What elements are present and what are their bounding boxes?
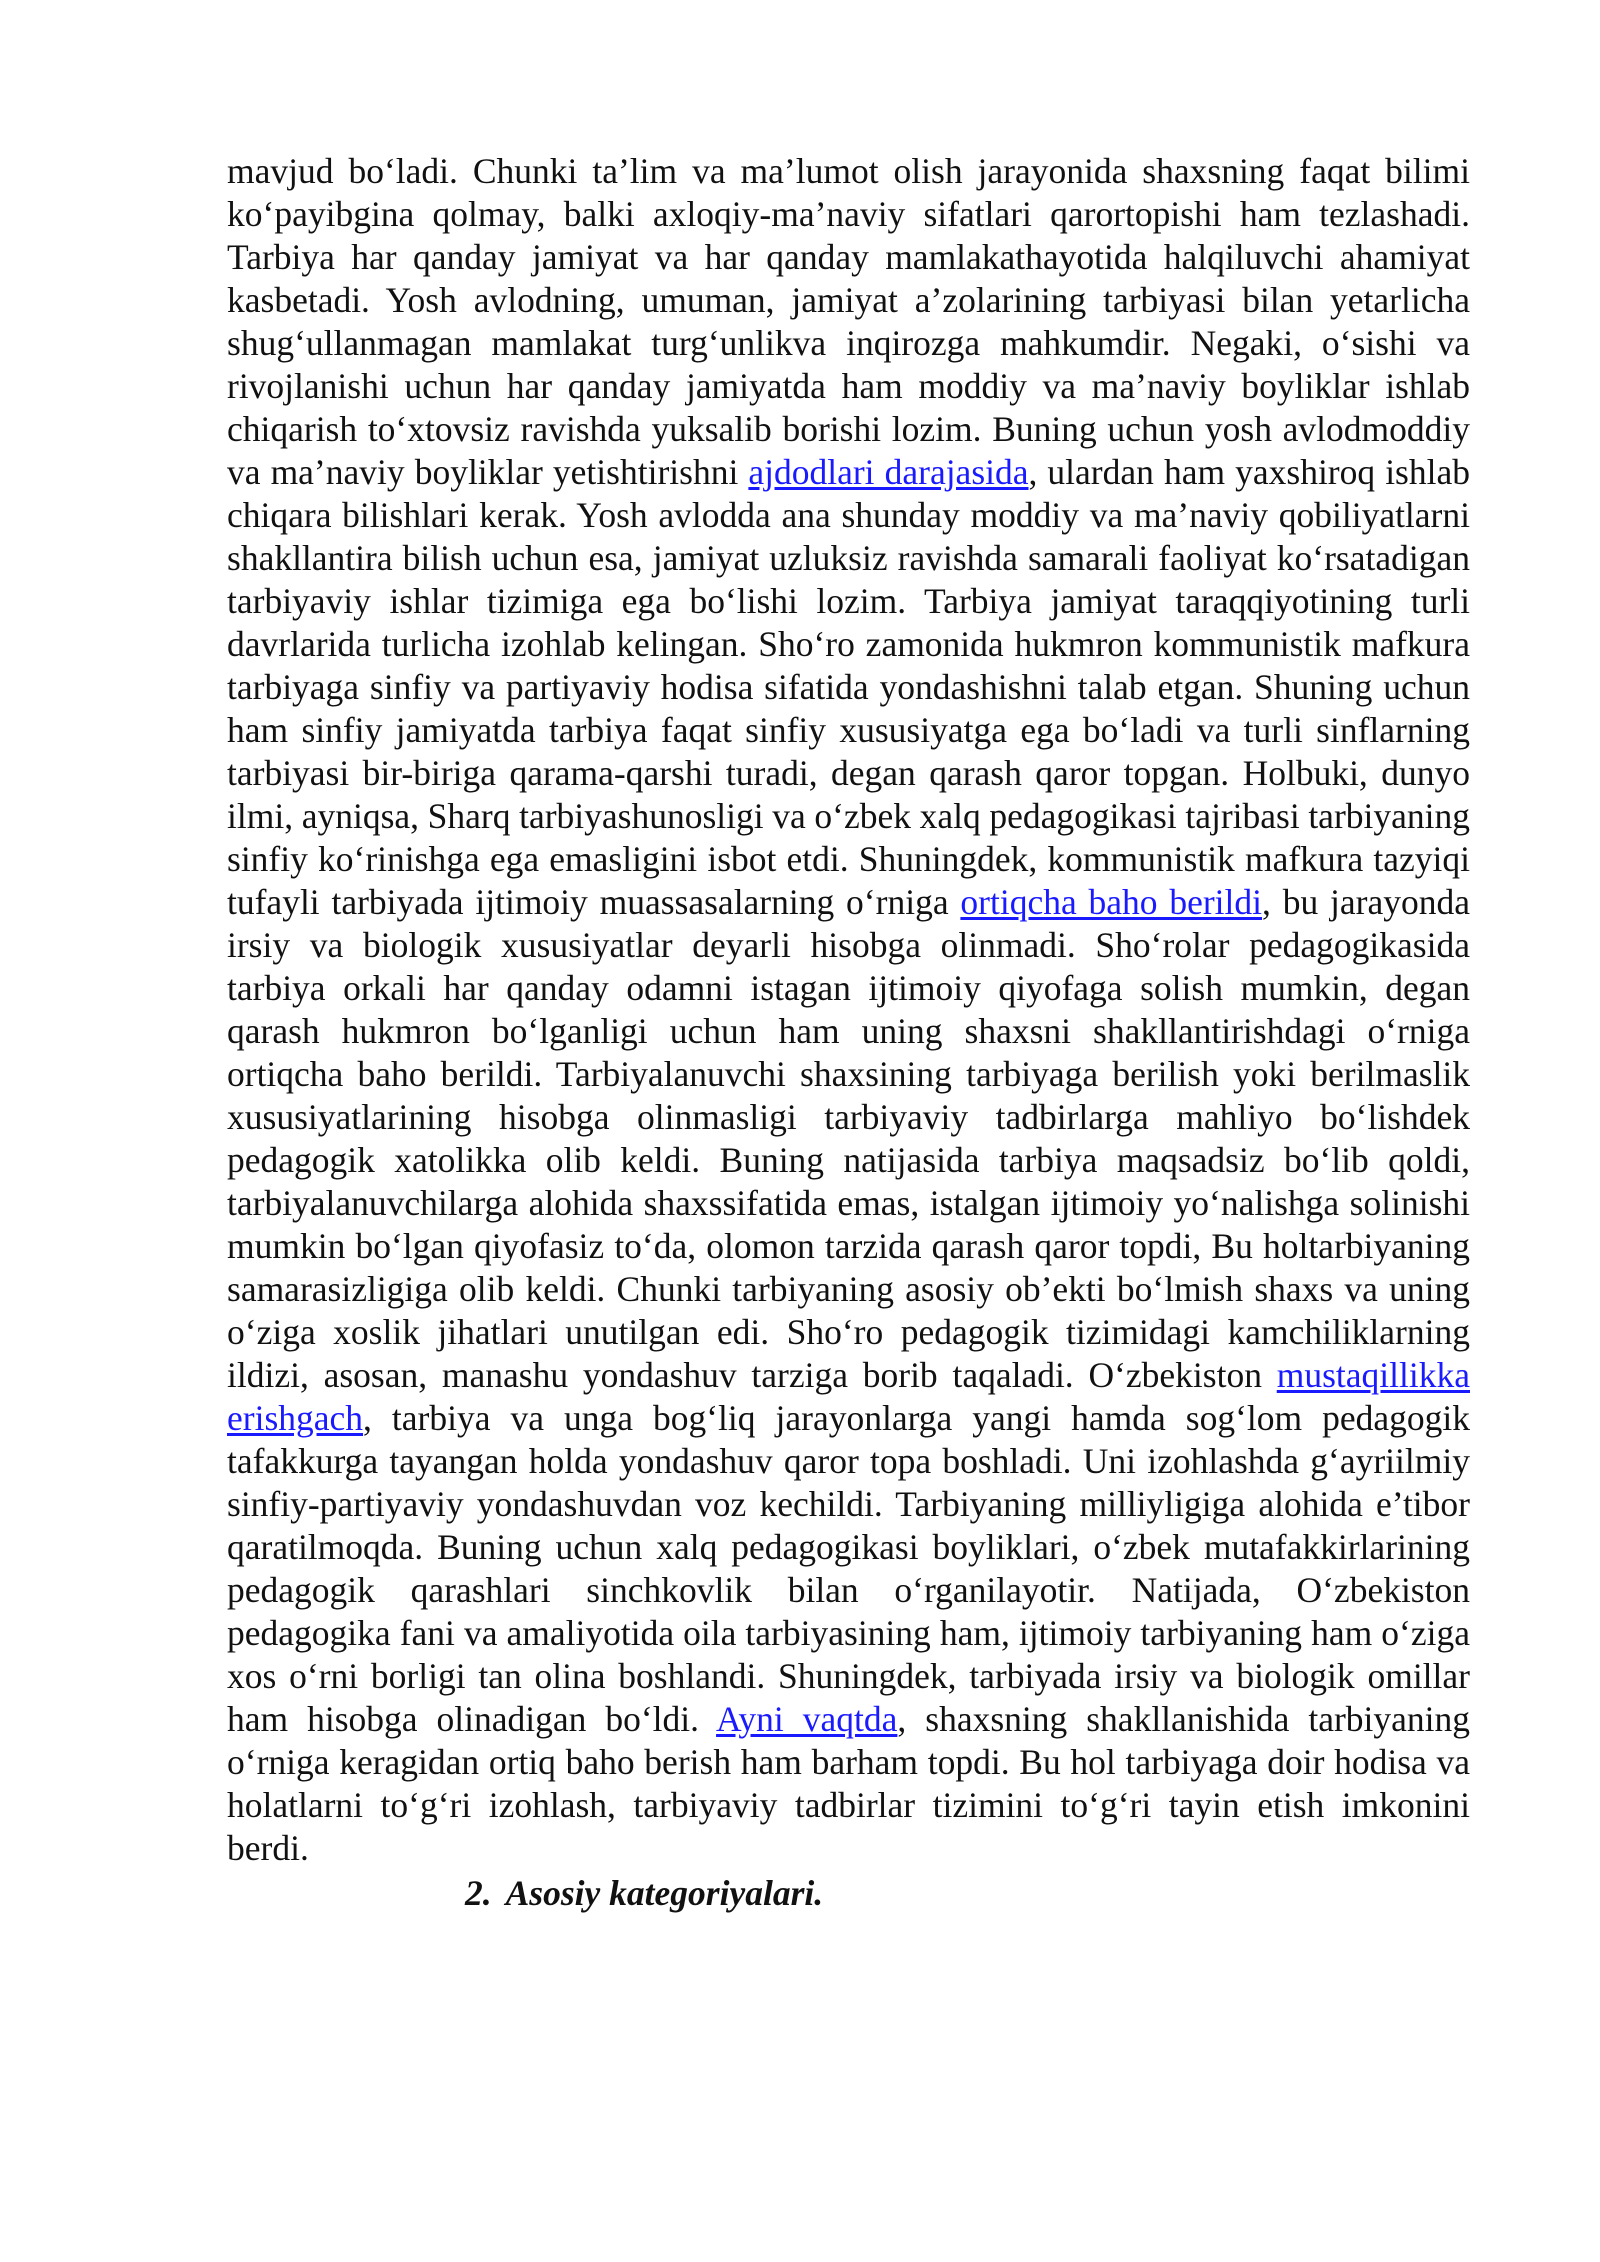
section-title: Asosiy kategoriyalari. (505, 1873, 824, 1913)
body-paragraph (227, 150, 1470, 1870)
link-mustaqillikka-erishgach[interactable]: mustaqillikka erishgach (227, 1355, 1470, 1438)
document-page (227, 150, 1470, 1915)
link-ayni-vaqtda[interactable]: Ayni vaqtda (716, 1699, 898, 1739)
paragraph-text: , tarbiya va unga bog‘liq jarayonlarga yangi hamda sog‘lom pedagogik tafakkurga tayangan holda yondashuv qaror topa boshladi. Uni izohlashda g‘ayriilmiy sinfiy-partiyaviy yondashuvdan voz kechildi. Tarbiyaning milliyligiga alohida e’tibor qaratilmoqda. Buning uchun xalq pedagogikasi boyliklari, o‘zbek mutafakkirlarining pedagogik qarashlari sinchkovlik bilan o‘rganilayotir. Natijada, O‘zbekiston pedagogika fani va amaliyotida oila tarbiyasining ham, ijtimoiy tarbiyaning ham o‘ziga xos o‘rni borligi tan olina boshlandi. Shuningdek, tarbiyada irsiy va biologik omillar ham hisobga olinadigan bo‘ldi. (227, 1398, 1470, 1739)
section-number: 2. (465, 1873, 492, 1913)
paragraph-text: , ulardan ham yaxshiroq ishlab chiqara bilishlari kerak. Yosh avlodda ana shunday moddiy va ma’naviy qobiliyatlarni shakllantira bilish uchun esa, jamiyat uzluksiz ravishda samarali faoliyat ko‘rsatadigan tarbiyaviy ishlar tizimiga ega bo‘lishi lozim. Tarbiya jamiyat taraqqiyotining turli davrlarida turlicha izohlab kelingan. Sho‘ro zamonida hukmron kommunistik mafkura tarbiyaga sinfiy va partiyaviy hodisa sifatida yondashishni talab etgan. Shuning uchun ham sinfiy jamiyatda tarbiya faqat sinfiy xususiyatga ega bo‘ladi va turli sinflarning tarbiyasi bir-biriga qarama-qarshi turadi, degan qarash qaror topgan. Holbuki, dunyo ilmi, ayniqsa, Sharq tarbiyashunosligi va o‘zbek xalq pedagogikasi tajribasi tarbiyaning sinfiy ko‘rinishga ega emasligini isbot etdi. Shuningdek, kommunistik mafkura tazyiqi tufayli tarbiyada ijtimoiy muassasalarning o‘rniga (227, 452, 1470, 922)
paragraph-text: , bu jarayonda irsiy va biologik xususiyatlar deyarli hisobga olinmadi. Sho‘rolar pedagogikasida tarbiya orkali har qanday odamni istagan ijtimoiy qiyofaga solish mumkin, degan qarash hukmron bo‘lganligi uchun ham uning shaxsni shakllantirishdagi o‘rniga ortiqcha baho berildi. Tarbiyalanuvchi shaxsining tarbiyaga berilish yoki berilmaslik xususiyatlarining hisobga olinmasligi tarbiyaviy tadbirlarga mahliyo bo‘lishdek pedagogik xatolikka olib keldi. Buning natijasida tarbiya maqsadsiz bo‘lib qoldi, tarbiyalanuvchilarga alohida shaxssifatida emas, istalgan ijtimoiy yo‘nalishga solinishi mumkin bo‘lgan qiyofasiz to‘da, olomon tarzida qarash qaror topdi, Bu holtarbiyaning samarasizligiga olib keldi. Chunki tarbiyaning asosiy ob’ekti bo‘lmish shaxs va uning o‘ziga xoslik jihatlari unutilgan edi. Sho‘ro pedagogik tizimidagi kamchiliklarning ildizi, asosan, manashu yondashuv tarziga borib taqaladi. O‘zbekiston (227, 882, 1470, 1395)
section-heading (465, 1872, 1470, 1915)
link-ajdodlari-darajasida[interactable]: ajdodlari darajasida (748, 452, 1029, 492)
link-ortiqcha-baho-berildi[interactable]: ortiqcha baho berildi (960, 882, 1263, 922)
paragraph-text: mavjud bo‘ladi. Chunki ta’lim va ma’lumot olish jarayonida shaxsning faqat bilimi ko‘payibgina qolmay, balki axloqiy-ma’naviy sifatlari qarortopishi ham tezlashadi. Tarbiya har qanday jamiyat va har qanday mamlakathayotida halqiluvchi ahamiyat kasbetadi. Yosh avlodning, umuman, jamiyat a’zolarining tarbiyasi bilan yetarlicha shug‘ullanmagan mamlakat turg‘unlikva inqirozga mahkumdir. Negaki, o‘sishi va rivojlanishi uchun har qanday jamiyatda ham moddiy va ma’naviy boyliklar ishlab chiqarish to‘xtovsiz ravishda yuksalib borishi lozim. Buning uchun yosh avlodmoddiy va ma’naviy boyliklar yetishtirishni (227, 151, 1470, 492)
paragraph-text: , shaxsning shakllanishida tarbiyaning o‘rniga keragidan ortiq baho berish ham barham topdi. Bu hol tarbiyaga doir hodisa va holatlarni to‘g‘ri izohlash, tarbiyaviy tadbirlar tizimini to‘g‘ri tayin etish imkonini berdi. (227, 1699, 1470, 1868)
